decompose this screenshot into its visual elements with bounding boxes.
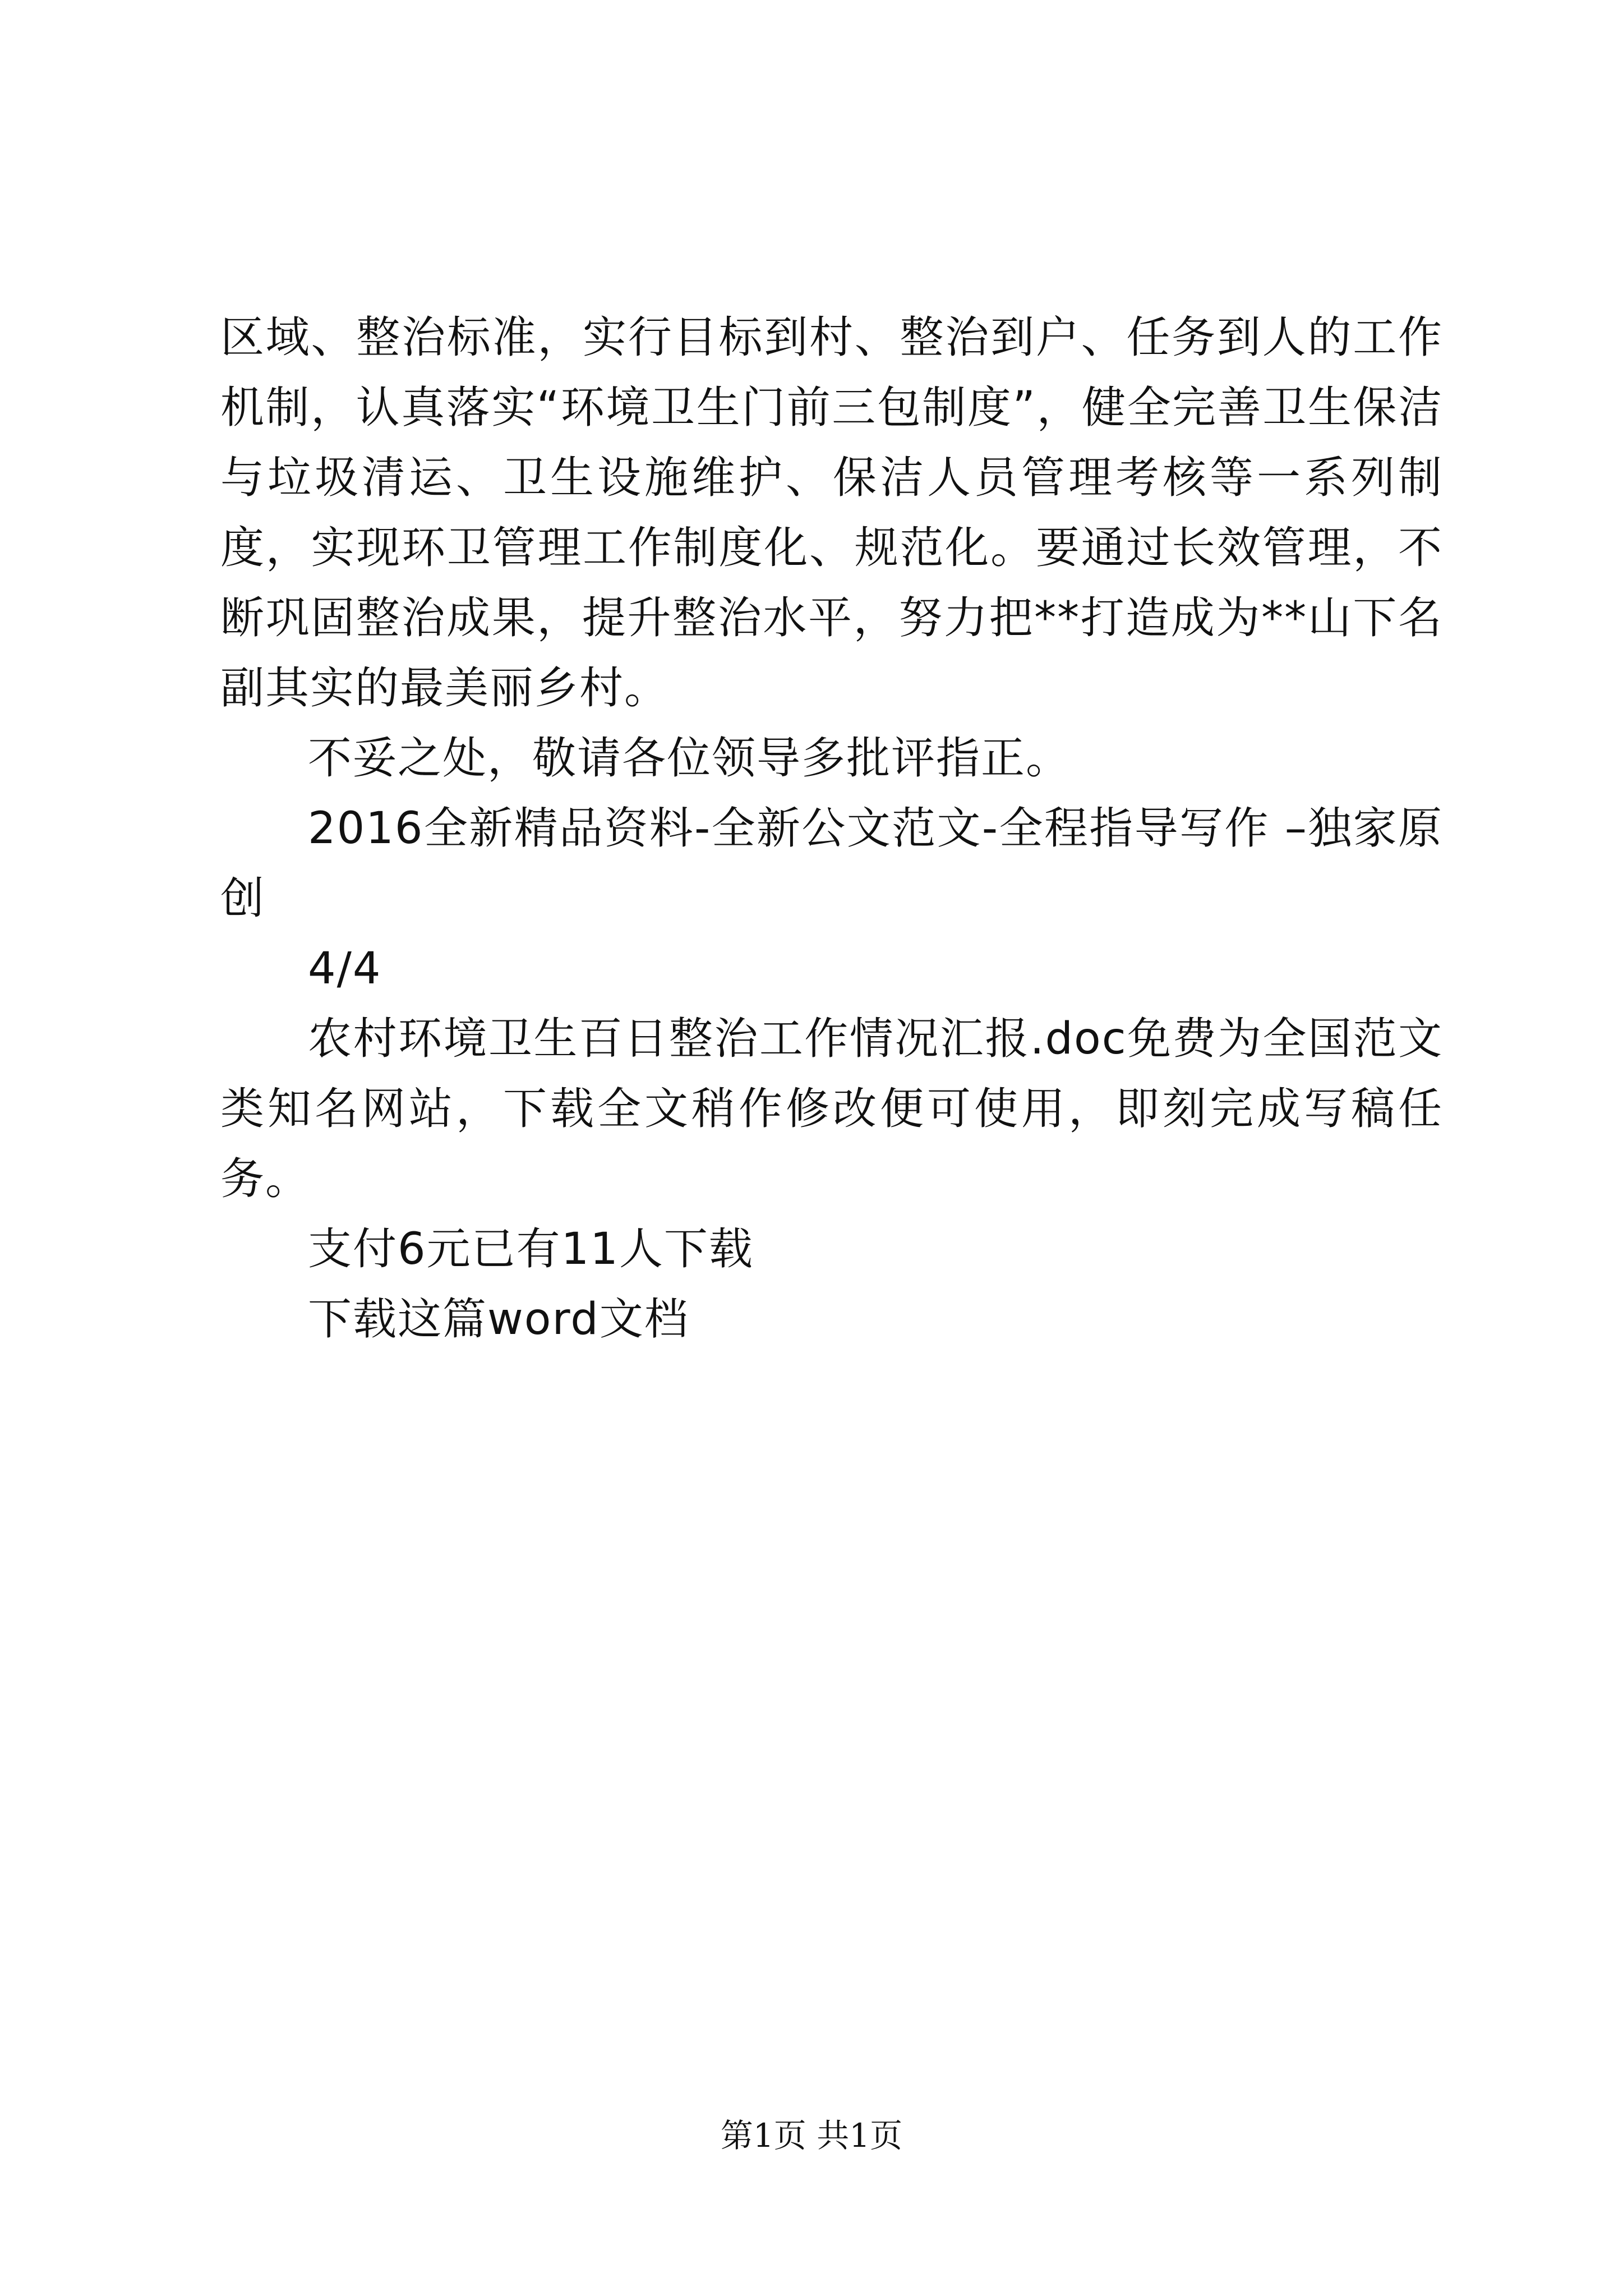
paragraph-continuation: 区域、整治标准，实行目标到村、整治到户、任务到人的工作机制，认真落实“环境卫生门前三包制度”，健全完善卫生保洁与垃圾清运、卫生设施维护、保洁人员管理考核等一系列制度，实现环卫管理工作制度化、规范化。要通过长效管理，不断巩固整治成果，提升整治水平，努力把**打造成为**山下名副其实的最美丽乡村。 (220, 312, 1443, 714)
page-number-footer: 第1页 共1页 (720, 2116, 903, 2155)
download-word-link[interactable]: 下载这篇word文档 (308, 1294, 689, 1345)
document-body (220, 303, 1443, 1355)
paragraph-promo-banner: 2016全新精品资料-全新公文范文-全程指导写作 –独家原创 (220, 803, 1443, 924)
paragraph-download-info: 农村环境卫生百日整治工作情况汇报.doc免费为全国范文类知名网站，下载全文稍作修改便可使用，即刻完成写稿任务。 (220, 1014, 1443, 1204)
payment-download-count: 支付6元已有11人下载 (308, 1224, 754, 1274)
paragraph-page-count: 4/4 (308, 944, 382, 994)
paragraph-closing-remark: 不妥之处，敬请各位领导多批评指正。 (308, 733, 1071, 784)
